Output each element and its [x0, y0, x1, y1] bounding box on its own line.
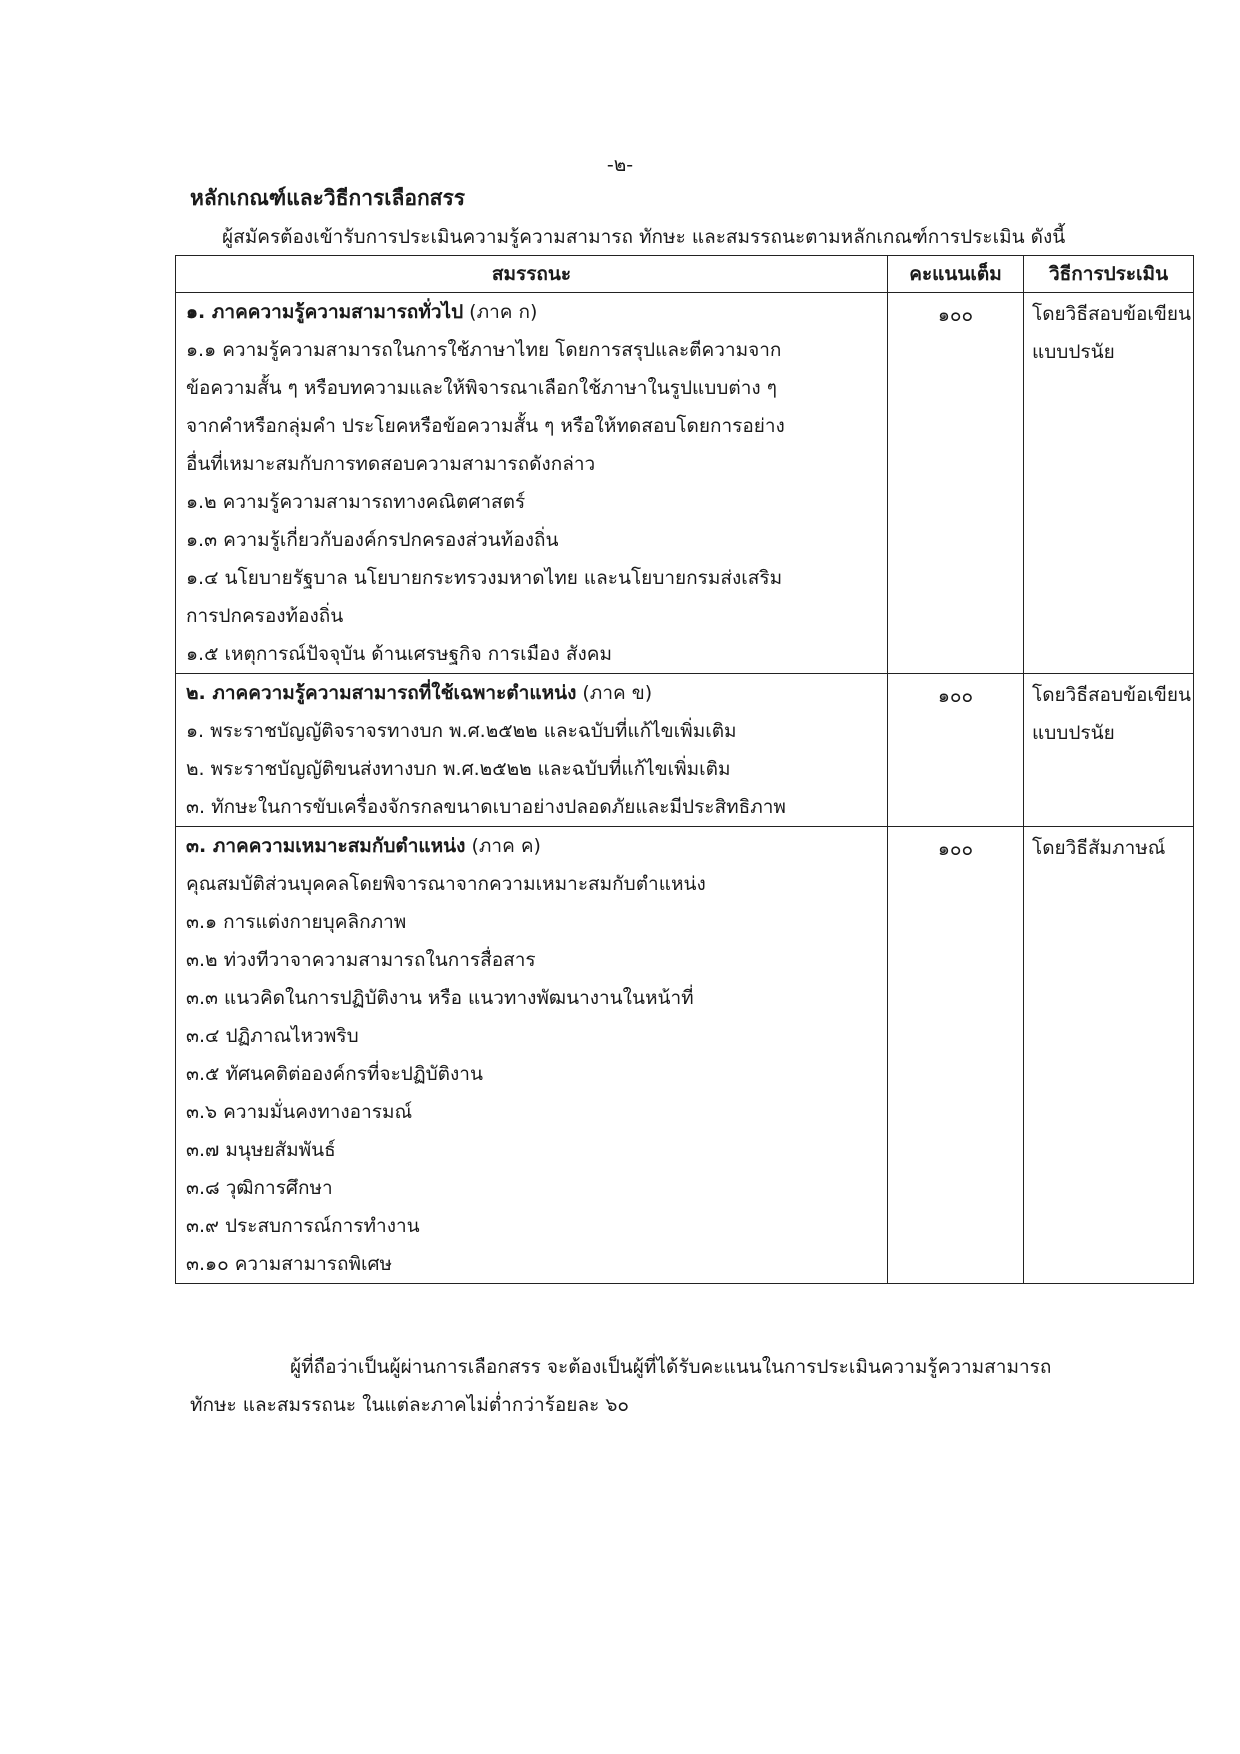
section-title-suffix: (ภาค ค) [465, 835, 541, 857]
method-text: โดยวิธีสอบข้อเขียน [1032, 303, 1192, 325]
score-cell [888, 827, 1024, 1284]
criteria-item: จากคำหรือกลุ่มคำ ประโยคหรือข้อความสั้น ๆ หรือให้ทดสอบโดยการอย่าง [186, 415, 785, 437]
criteria-item: ๓.๒ ท่วงทีวาจาความสามารถในการสื่อสาร [186, 949, 536, 971]
method-cell [1024, 293, 1194, 674]
page-heading: หลักเกณฑ์และวิธีการเลือกสรร [190, 186, 466, 210]
competency-cell [176, 674, 888, 827]
criteria-item: ๓.๙ ประสบการณ์การทำงาน [186, 1215, 420, 1237]
competency-cell [176, 827, 888, 1284]
criteria-item: ๓.๓ แนวคิดในการปฏิบัติงาน หรือ แนวทางพัฒนางานในหน้าที่ [186, 987, 694, 1009]
criteria-item: ๑.๒ ความรู้ความสามารถทางคณิตศาสตร์ [186, 491, 526, 513]
table-row [176, 827, 1194, 1284]
header-competency: สมรรถนะ [176, 256, 888, 293]
criteria-item: ๓.๔ ปฏิภาณไหวพริบ [186, 1025, 359, 1047]
criteria-item: ๑.๑ ความรู้ความสามารถในการใช้ภาษาไทย โดยการสรุปและตีความจาก [186, 339, 782, 361]
footer-line-1: ผู้ที่ถือว่าเป็นผู้ผ่านการเลือกสรร จะต้องเป็นผู้ที่ได้รับคะแนนในการประเมินความรู้ความสามารถ [290, 1356, 1052, 1378]
criteria-item: ๓.๑๐ ความสามารถพิเศษ [186, 1253, 393, 1275]
competency-cell [176, 293, 888, 674]
method-cell [1024, 674, 1194, 827]
criteria-item: ข้อความสั้น ๆ หรือบทความและให้พิจารณาเลือกใช้ภาษาในรูปแบบต่าง ๆ [186, 377, 777, 399]
criteria-item: ๑.๔ นโยบายรัฐบาล นโยบายกระทรวงมหาดไทย และนโยบายกรมส่งเสริม [186, 567, 783, 589]
section-title [176, 293, 887, 331]
criteria-item: อื่นที่เหมาะสมกับการทดสอบความสามารถดังกล่าว [186, 453, 596, 475]
criteria-item: ๓.๘ วุฒิการศึกษา [186, 1177, 333, 1199]
criteria-item: คุณสมบัติส่วนบุคคลโดยพิจารณาจากความเหมาะสมกับตำแหน่ง [186, 873, 706, 895]
intro-text: ผู้สมัครต้องเข้ารับการประเมินความรู้ความสามารถ ทักษะ และสมรรถนะตามหลักเกณฑ์การประเมิน ดังนี้ [222, 226, 1066, 248]
criteria-item: ๑.๓ ความรู้เกี่ยวกับองค์กรปกครองส่วนท้องถิ่น [186, 529, 559, 551]
criteria-item: ๒. พระราชบัญญัติขนส่งทางบก พ.ศ.๒๕๒๒ และฉบับที่แก้ไขเพิ่มเติม [186, 758, 731, 780]
method-text: โดยวิธีสัมภาษณ์ [1032, 837, 1166, 859]
criteria-item: ๑. พระราชบัญญัติจราจรทางบก พ.ศ.๒๕๒๒ และฉบับที่แก้ไขเพิ่มเติม [186, 720, 737, 742]
header-full-score: คะแนนเต็ม [888, 256, 1024, 293]
criteria-item: ๓.๕ ทัศนคติต่อองค์กรที่จะปฏิบัติงาน [186, 1063, 483, 1085]
score-cell [888, 293, 1024, 674]
criteria-item: ๓.๑ การแต่งกายบุคลิกภาพ [186, 911, 407, 933]
criteria-item: ๓.๖ ความมั่นคงทางอารมณ์ [186, 1101, 413, 1123]
full-score: ๑๐๐ [937, 838, 974, 860]
section-title-bold: ๑. ภาคความรู้ความสามารถทั่วไป [186, 301, 464, 323]
criteria-item: การปกครองท้องถิ่น [186, 605, 344, 627]
score-cell [888, 674, 1024, 827]
footer-paragraph [190, 1348, 1190, 1424]
table-row [176, 674, 1194, 827]
table-header-row [176, 256, 1194, 293]
header-method: วิธีการประเมิน [1024, 256, 1194, 293]
section-title-bold: ๓. ภาคความเหมาะสมกับตำแหน่ง [186, 835, 466, 857]
table-body [176, 293, 1194, 1284]
method-text: แบบปรนัย [1032, 341, 1115, 363]
section-title-suffix: (ภาค ข) [576, 682, 653, 704]
table-row [176, 293, 1194, 674]
criteria-item: ๓. ทักษะในการขับเครื่องจักรกลขนาดเบาอย่างปลอดภัยและมีประสิทธิภาพ [186, 796, 786, 818]
criteria-table [175, 255, 1194, 1284]
section-title [176, 674, 887, 712]
criteria-item: ๑.๕ เหตุการณ์ปัจจุบัน ด้านเศรษฐกิจ การเมือง สังคม [186, 643, 612, 665]
criteria-item: ๓.๗ มนุษยสัมพันธ์ [186, 1139, 336, 1161]
section-title [176, 827, 887, 865]
section-title-suffix: (ภาค ก) [463, 301, 538, 323]
page-number: -๒- [606, 154, 634, 176]
method-text: แบบปรนัย [1032, 722, 1115, 744]
footer-line-2: ทักษะ และสมรรถนะ ในแต่ละภาคไม่ต่ำกว่าร้อยละ ๖๐ [190, 1394, 629, 1416]
section-title-bold: ๒. ภาคความรู้ความสามารถที่ใช้เฉพาะตำแหน่ง [186, 682, 577, 704]
method-text: โดยวิธีสอบข้อเขียน [1032, 684, 1192, 706]
full-score: ๑๐๐ [937, 304, 974, 326]
method-cell [1024, 827, 1194, 1284]
full-score: ๑๐๐ [937, 685, 974, 707]
